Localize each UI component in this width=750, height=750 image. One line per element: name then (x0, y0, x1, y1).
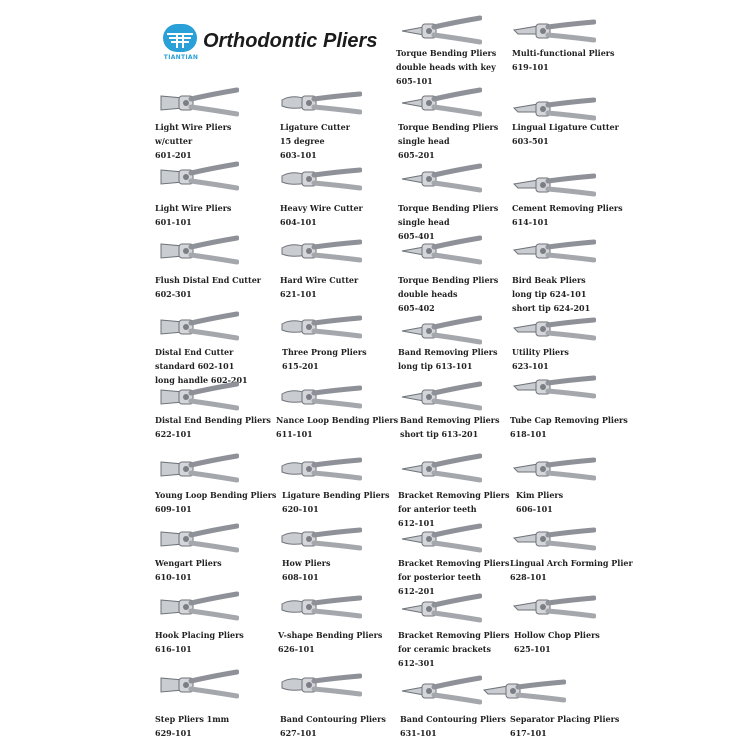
torque-bending-pliers-icon (398, 14, 482, 48)
product-caption (510, 712, 619, 740)
product-name: Band Contouring Pliers (280, 714, 386, 724)
product-caption (282, 488, 389, 516)
product-variant: 15 degree (280, 136, 325, 146)
product-name: Band Removing Pliers (400, 415, 500, 425)
product-name: How Pliers (282, 558, 331, 568)
product-caption (155, 413, 271, 441)
cement-removing-pliers-icon (512, 168, 596, 202)
wengart-pliers-icon (155, 522, 239, 556)
product-code: 620-101 (282, 504, 319, 514)
product-caption (512, 201, 623, 229)
step-pliers-icon (155, 668, 239, 702)
band-contouring-pliers-icon (278, 668, 362, 702)
product-caption (398, 120, 498, 162)
product-name: Torque Bending Pliers (398, 122, 499, 132)
product-code: 619-101 (512, 62, 549, 72)
product-caption (400, 712, 506, 740)
product-name: Flush Distal End Cutter (155, 275, 261, 285)
product-caption (512, 273, 590, 315)
product-caption (155, 556, 222, 584)
product-code: 615-201 (282, 361, 319, 371)
product-code: 614-101 (512, 217, 549, 227)
product-code: 604-101 (280, 217, 317, 227)
torque-bending-pliers-icon (398, 86, 482, 120)
distal-end-cutter-icon (155, 310, 239, 344)
torque-bending-pliers-icon (398, 162, 482, 196)
product-code: 629-101 (155, 728, 192, 738)
product-code: 621-101 (280, 289, 317, 299)
product-name: Bracket Removing Pliers (398, 490, 510, 500)
product-code: 628-101 (510, 572, 547, 582)
page-title: Orthodontic Pliers (203, 30, 378, 52)
product-name: Distal End Bending Pliers (155, 415, 271, 425)
product-name: Utility Pliers (512, 347, 569, 357)
separator-placing-pliers-icon (482, 674, 566, 708)
product-caption (278, 628, 382, 656)
product-name: Young Loop Bending Pliers (155, 490, 277, 500)
product-name: Tube Cap Removing Pliers (510, 415, 628, 425)
product-name: Kim Pliers (516, 490, 564, 500)
product-variant: for ceramic brackets (398, 644, 491, 654)
product-code: long handle 602-201 (155, 375, 248, 385)
product-code: 606-101 (516, 504, 553, 514)
product-name: Nance Loop Bending Pliers (276, 415, 399, 425)
bird-beak-pliers-icon (512, 234, 596, 268)
product-variant: for anterior teeth (398, 504, 477, 514)
product-caption (155, 120, 231, 162)
product-name: Distal End Cutter (155, 347, 234, 357)
product-name: Ligature Cutter (280, 122, 350, 132)
product-caption (516, 488, 563, 516)
product-code: 605-402 (398, 303, 435, 313)
product-code: 623-101 (512, 361, 549, 371)
product-name: Hollow Chop Pliers (514, 630, 600, 640)
product-name: Torque Bending Pliers (398, 203, 499, 213)
kim-pliers-icon (512, 452, 596, 486)
product-caption (155, 712, 229, 740)
product-code: 622-101 (155, 429, 192, 439)
product-code: short tip 624-201 (512, 303, 591, 313)
product-caption (512, 46, 615, 74)
product-code: 612-301 (398, 658, 435, 668)
nance-loop-bending-pliers-icon (278, 380, 362, 414)
young-loop-bending-pliers-icon (155, 452, 239, 486)
product-code: long tip 613-101 (398, 361, 473, 371)
three-prong-pliers-icon (278, 310, 362, 344)
product-name: Torque Bending Pliers (398, 275, 499, 285)
flush-distal-end-cutter-icon (155, 234, 239, 268)
product-caption (512, 120, 619, 148)
bracket-removing-pliers-icon (398, 522, 482, 556)
product-code: 617-101 (510, 728, 547, 738)
product-caption (276, 413, 398, 441)
product-code: 625-101 (514, 644, 551, 654)
hook-placing-pliers-icon (155, 590, 239, 624)
product-code: 616-101 (155, 644, 192, 654)
tube-cap-removing-pliers-icon (512, 370, 596, 404)
ligature-cutter-icon (278, 86, 362, 120)
product-caption (512, 345, 569, 373)
product-name: Hard Wire Cutter (280, 275, 359, 285)
product-code: 612-101 (398, 518, 435, 528)
product-caption (510, 413, 628, 441)
product-caption (282, 345, 367, 373)
product-variant: for posterior teeth (398, 572, 481, 582)
product-caption (155, 488, 276, 516)
product-caption (155, 273, 261, 301)
product-name: Multi-functional Pliers (512, 48, 615, 58)
product-code: 611-101 (276, 429, 313, 439)
product-name: Band Removing Pliers (398, 347, 498, 357)
product-caption (398, 628, 509, 670)
product-caption (510, 556, 633, 584)
distal-end-bending-pliers-icon (155, 380, 239, 414)
product-name: Separator Placing Pliers (510, 714, 620, 724)
product-variant: single head (398, 217, 450, 227)
product-variant: w/cutter (155, 136, 193, 146)
product-code: 602-301 (155, 289, 192, 299)
product-code: 605-201 (398, 150, 435, 160)
band-contouring-pliers-icon (398, 674, 482, 708)
ligature-bending-pliers-icon (278, 452, 362, 486)
product-code: short tip 613-201 (400, 429, 479, 439)
product-name: Hook Placing Pliers (155, 630, 244, 640)
product-code: 626-101 (278, 644, 315, 654)
heavy-wire-cutter-icon (278, 162, 362, 196)
catalog-header (155, 22, 385, 62)
product-name: Cement Removing Pliers (512, 203, 623, 213)
product-name: Heavy Wire Cutter (280, 203, 363, 213)
product-code: 627-101 (280, 728, 317, 738)
hard-wire-cutter-icon (278, 234, 362, 268)
product-caption (398, 345, 497, 373)
product-caption (400, 413, 499, 441)
product-variant: long tip 624-101 (512, 289, 587, 299)
product-name: Ligature Bending Pliers (282, 490, 390, 500)
product-caption (280, 201, 363, 229)
product-name: Lingual Arch Forming Plier (510, 558, 633, 568)
product-name: Torque Bending Pliers (396, 48, 497, 58)
utility-pliers-icon (512, 312, 596, 346)
product-code: 618-101 (510, 429, 547, 439)
product-caption (155, 201, 231, 229)
logo-text: TIANTIAN (163, 54, 199, 61)
light-wire-pliers-icon (155, 160, 239, 194)
light-wire-pliers-icon (155, 86, 239, 120)
product-name: Step Pliers 1mm (155, 714, 230, 724)
v-shape-bending-pliers-icon (278, 590, 362, 624)
product-code: 601-101 (155, 217, 192, 227)
product-code: 601-201 (155, 150, 192, 160)
product-caption (280, 120, 350, 162)
product-code: 605-401 (398, 231, 435, 241)
product-name: V-shape Bending Pliers (278, 630, 383, 640)
product-caption (280, 712, 386, 740)
product-code: 608-101 (282, 572, 319, 582)
product-code: 605-101 (396, 76, 433, 86)
product-caption (396, 46, 496, 88)
product-name: Bracket Removing Pliers (398, 558, 510, 568)
product-variant: standard 602-101 (155, 361, 235, 371)
product-caption (282, 556, 330, 584)
product-variant: single head (398, 136, 450, 146)
product-name: Light Wire Pliers (155, 122, 232, 132)
product-name: Bird Beak Pliers (512, 275, 586, 285)
product-caption (155, 628, 244, 656)
product-name: Band Contouring Pliers (400, 714, 506, 724)
multi-functional-pliers-icon (512, 14, 596, 48)
band-removing-pliers-icon (398, 380, 482, 414)
product-caption (514, 628, 600, 656)
product-code: 609-101 (155, 504, 192, 514)
product-name: Lingual Ligature Cutter (512, 122, 619, 132)
product-code: 603-101 (280, 150, 317, 160)
product-name: Wengart Pliers (155, 558, 222, 568)
product-variant: double heads with key (396, 62, 496, 72)
product-name: Three Prong Pliers (282, 347, 367, 357)
torque-bending-pliers-icon (398, 234, 482, 268)
product-caption (280, 273, 358, 301)
band-removing-pliers-icon (398, 314, 482, 348)
how-pliers-icon (278, 522, 362, 556)
product-code: 610-101 (155, 572, 192, 582)
product-code: 603-501 (512, 136, 549, 146)
product-name: Bracket Removing Pliers (398, 630, 510, 640)
product-code: 631-101 (400, 728, 437, 738)
product-caption (398, 273, 498, 315)
bracket-removing-pliers-icon (398, 452, 482, 486)
product-variant: double heads (398, 289, 458, 299)
product-name: Light Wire Pliers (155, 203, 232, 213)
product-code: 612-201 (398, 586, 435, 596)
bracket-removing-pliers-icon (398, 592, 482, 626)
lingual-arch-forming-plier-icon (512, 522, 596, 556)
hollow-chop-pliers-icon (512, 590, 596, 624)
